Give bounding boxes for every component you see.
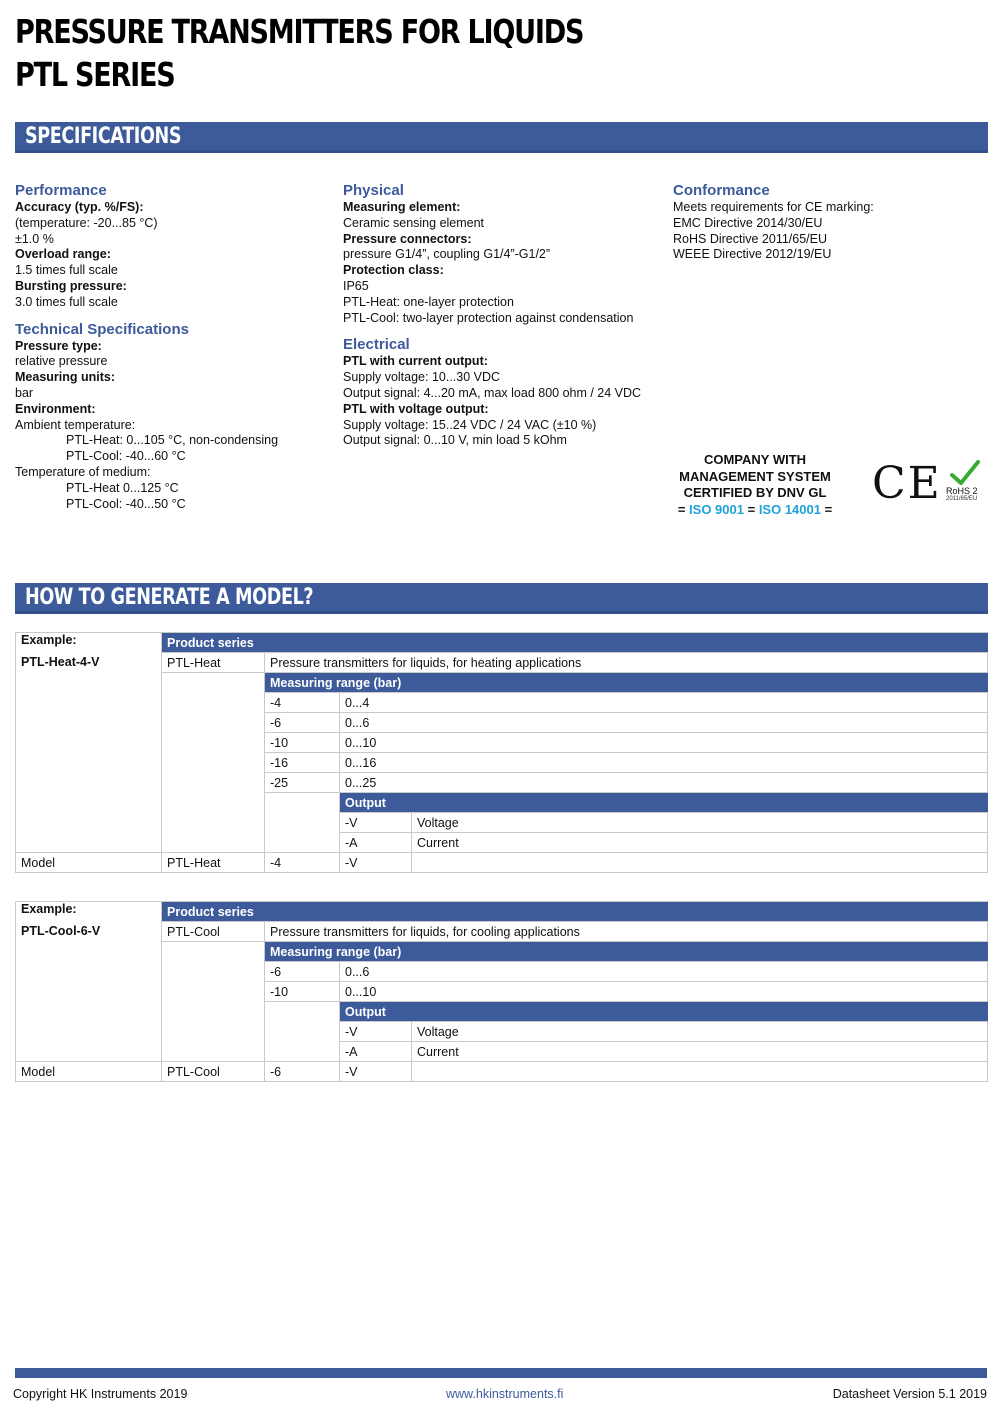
series-code: PTL-Cool (162, 922, 265, 942)
measuring-range-header: Measuring range (bar) (265, 673, 988, 693)
iso-9001: ISO 9001 (689, 501, 744, 517)
rohs-mark-icon (944, 460, 984, 505)
current-signal: Output signal: 4...20 mA, max load 800 ohm / 24 VDC (343, 385, 642, 400)
footer-version: Datasheet Version 5.1 2019 (832, 1387, 987, 1401)
range-code: -10 (265, 733, 340, 753)
range-code: -10 (265, 982, 340, 1002)
series-code: PTL-Heat (162, 653, 265, 673)
range-value: 0...6 (340, 962, 988, 982)
model-table-heat (15, 632, 988, 873)
weee-directive: WEEE Directive 2012/19/EU (673, 247, 832, 262)
series-description: Pressure transmitters for liquids, for heating applications (265, 653, 988, 673)
generate-heading: HOW TO GENERATE A MODEL? (25, 585, 314, 610)
technical-heading: Technical Specifications (15, 320, 189, 338)
model-label: Model (16, 1062, 162, 1082)
range-value: 0...16 (340, 753, 988, 773)
output-code: -V (340, 1022, 412, 1042)
medium-cool: PTL-Cool: -40...50 °C (66, 496, 186, 511)
output-header: Output (340, 1002, 988, 1022)
ambient-heat: PTL-Heat: 0...105 °C, non-condensing (66, 433, 279, 448)
voltage-output-label: PTL with voltage output: (343, 401, 489, 416)
series-description: Pressure transmitters for liquids, for cooling applications (265, 922, 988, 942)
overload-label: Overload range: (15, 247, 111, 262)
protection-value: IP65 (343, 278, 369, 293)
empty-cell (265, 793, 340, 853)
current-supply: Supply voltage: 10...30 VDC (343, 370, 501, 385)
model-output: -V (340, 853, 412, 873)
output-desc: Voltage (412, 813, 988, 833)
title-line-1: PRESSURE TRANSMITTERS FOR LIQUIDS (15, 12, 584, 51)
range-code: -25 (265, 773, 340, 793)
units-value: bar (15, 385, 34, 400)
physical-heading: Physical (343, 182, 404, 199)
example-label: Example: (16, 902, 162, 922)
range-value: 0...6 (340, 713, 988, 733)
certification-badge (665, 452, 845, 518)
emc-directive: EMC Directive 2014/30/EU (673, 215, 823, 230)
example-code: PTL-Cool-6-V (16, 922, 162, 1062)
output-desc: Voltage (412, 1022, 988, 1042)
spacer (15, 311, 335, 321)
model-range: -6 (265, 1062, 340, 1082)
voltage-signal: Output signal: 0...10 V, min load 5 kOhm (343, 433, 567, 448)
protection-cool: PTL-Cool: two-layer protection against condensation (343, 310, 634, 325)
cert-line-3: CERTIFIED BY DNV GL (683, 485, 827, 500)
range-code: -6 (265, 713, 340, 733)
output-code: -V (340, 813, 412, 833)
accuracy-value: ±1.0 % (15, 231, 54, 246)
output-code: -A (340, 833, 412, 853)
model-label: Model (16, 853, 162, 873)
medium-label: Temperature of medium: (15, 464, 151, 479)
column-conformance (673, 182, 988, 263)
current-output-label: PTL with current output: (343, 354, 488, 369)
pressure-type-value: relative pressure (15, 354, 108, 369)
generate-section-bar (15, 583, 988, 614)
pressure-type-label: Pressure type: (15, 338, 102, 353)
protection-heat: PTL-Heat: one-layer protection (343, 294, 514, 309)
model-empty (412, 1062, 988, 1082)
empty-cell (265, 1002, 340, 1062)
conformance-heading: Conformance (673, 182, 770, 199)
connectors-label: Pressure connectors: (343, 231, 472, 246)
example-label: Example: (16, 633, 162, 653)
connectors-value: pressure G1/4”, coupling G1/4”-G1/2” (343, 247, 551, 262)
output-header: Output (340, 793, 988, 813)
output-desc: Current (412, 833, 988, 853)
rohs-sub-label: 2011/65/EU (946, 496, 978, 502)
model-series: PTL-Heat (162, 853, 265, 873)
output-desc: Current (412, 1042, 988, 1062)
column-physical (343, 182, 663, 449)
ambient-cool: PTL-Cool: -40...60 °C (66, 449, 186, 464)
protection-label: Protection class: (343, 263, 444, 278)
rohs-directive: RoHS Directive 2011/65/EU (673, 231, 828, 246)
range-value: 0...10 (340, 733, 988, 753)
title-line-2: PTL SERIES (15, 55, 175, 94)
model-empty (412, 853, 988, 873)
bursting-value: 3.0 times full scale (15, 294, 118, 309)
iso-14001: ISO 14001 (758, 501, 821, 517)
model-row (16, 853, 988, 873)
model-series: PTL-Cool (162, 1062, 265, 1082)
column-performance (15, 182, 335, 512)
footer-copyright: Copyright HK Instruments 2019 (13, 1387, 188, 1401)
element-label: Measuring element: (343, 200, 461, 214)
environment-label: Environment: (15, 401, 96, 416)
checkmark-icon (950, 460, 980, 486)
voltage-supply: Supply voltage: 15..24 VDC / 24 VAC (±10 %) (343, 417, 597, 432)
empty-cell (162, 673, 265, 853)
accuracy-label: Accuracy (typ. %/FS): (15, 200, 144, 214)
range-code: -6 (265, 962, 340, 982)
specifications-section-bar (15, 122, 988, 153)
units-label: Measuring units: (15, 370, 116, 385)
footer-bar (15, 1368, 987, 1378)
product-series-header: Product series (162, 902, 988, 922)
conformance-intro: Meets requirements for CE marking: (673, 200, 874, 214)
medium-heat: PTL-Heat 0...125 °C (66, 480, 179, 495)
overload-value: 1.5 times full scale (15, 263, 118, 278)
cert-line-1: COMPANY WITH (703, 452, 807, 467)
ambient-label: Ambient temperature: (15, 417, 136, 432)
footer-url-link[interactable]: www.hkinstruments.fi (446, 1387, 564, 1401)
bursting-label: Bursting pressure: (15, 278, 127, 293)
element-value: Ceramic sensing element (343, 215, 485, 230)
measuring-range-header: Measuring range (bar) (265, 942, 988, 962)
spacer (343, 326, 663, 336)
accuracy-temp: (temperature: -20...85 °C) (15, 215, 158, 230)
range-code: -16 (265, 753, 340, 773)
model-output: -V (340, 1062, 412, 1082)
rohs-label: RoHS 2 (946, 486, 978, 496)
model-row (16, 1062, 988, 1082)
product-series-header: Product series (162, 633, 988, 653)
range-value: 0...4 (340, 693, 988, 713)
cert-iso-line: = ISO 9001 = ISO 14001 = (677, 501, 833, 517)
ce-mark-icon: CE (872, 458, 942, 509)
performance-heading: Performance (15, 182, 107, 199)
page-title (15, 10, 583, 96)
range-value: 0...10 (340, 982, 988, 1002)
model-table-cool (15, 901, 988, 1082)
electrical-heading: Electrical (343, 336, 410, 354)
specifications-heading: SPECIFICATIONS (25, 124, 182, 149)
empty-cell (162, 942, 265, 1062)
cert-line-2: MANAGEMENT SYSTEM (679, 468, 831, 484)
output-code: -A (340, 1042, 412, 1062)
model-range: -4 (265, 853, 340, 873)
range-code: -4 (265, 693, 340, 713)
range-value: 0...25 (340, 773, 988, 793)
example-code: PTL-Heat-4-V (16, 653, 162, 853)
